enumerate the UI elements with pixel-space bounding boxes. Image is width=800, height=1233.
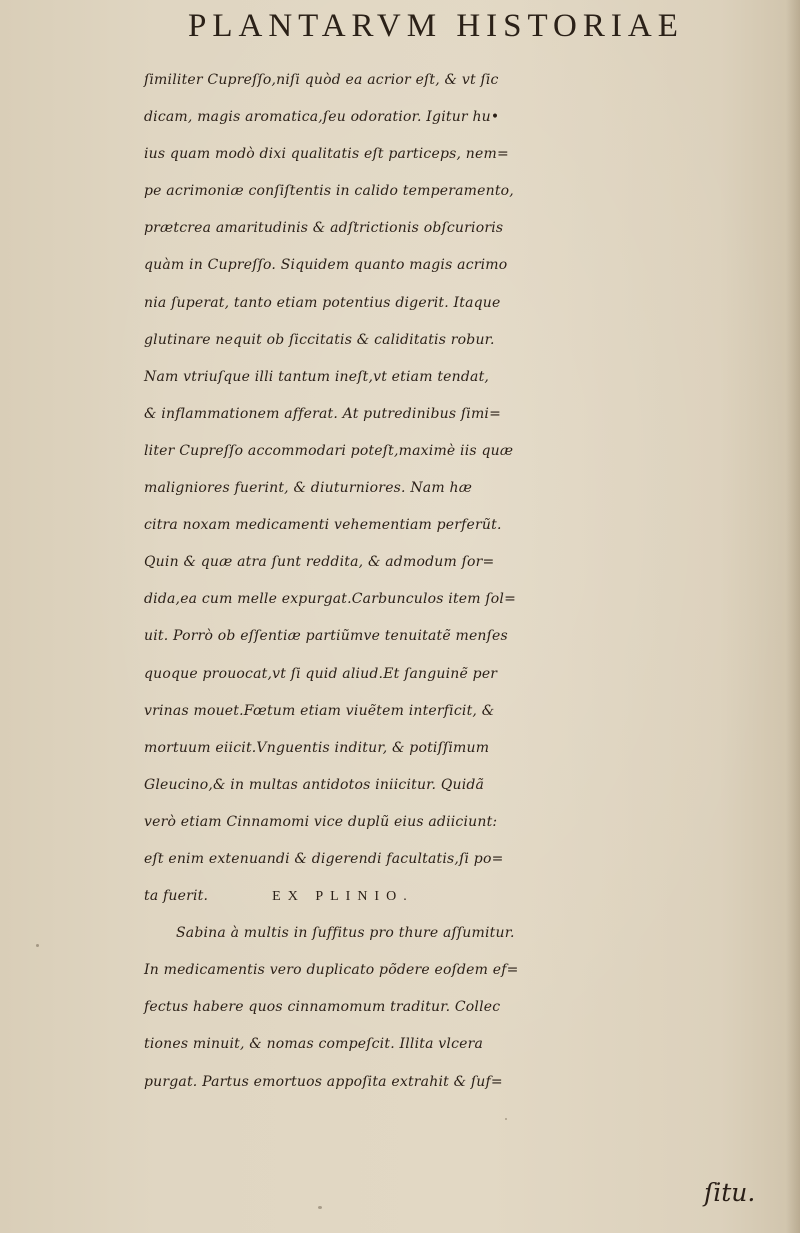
text-line: eſt enim extenuandi & digerendi facultatis,ſi po= [144, 850, 504, 867]
plinio-line: Sabina à multis in ſuffitus pro thure aſſumitur. [176, 925, 515, 942]
text-line: quàm in Cupreſſo. Siquidem quanto magis acrimo [144, 257, 508, 274]
plinio-line: tiones minuit, & nomas compeſcit. Illita vlcera [144, 1036, 484, 1053]
text-line: & inflammationem afferat. At putredinibus ſimi= [144, 405, 502, 422]
page-header [0, 4, 800, 48]
text-line: dicam, magis aromatica,ſeu odoratior. Igitur hu• [144, 109, 500, 126]
text-line: pe acrimoniæ conſiſtentis in calido temperamento, [144, 183, 514, 200]
section-heading: EX PLINIO. [272, 889, 414, 905]
body-text [144, 62, 794, 1101]
plinio-line: In medicamentis vero duplicato põdere eoſdem ef= [144, 962, 519, 979]
plinio-line: purgat. Partus emortuos appoſita extrahit & ſuf= [144, 1073, 503, 1090]
text-line-with-heading [144, 878, 794, 915]
text-line: ſimiliter Cupreſſo,niſi quòd ea acrior eſt, & vt ſic [144, 72, 499, 88]
text-line: Nam vtriuſque illi tantum ineſt,vt etiam tendat, [144, 368, 490, 385]
text-line: mortuum eiicit.Vnguentis inditur, & potiſſimum [144, 739, 490, 756]
text-line: quoque prouocat,vt ſi quid aliud.Et ſanguinẽ per [144, 665, 498, 682]
paper-speck [505, 1118, 507, 1120]
text-line: ta fuerit. [144, 888, 209, 905]
text-line: liter Cupreſſo accommodari poteſt,maximè iis quæ [144, 442, 514, 459]
paper-speck [318, 1206, 322, 1209]
text-line: Gleucino,& in multas antidotos iniicitur. Quidã [144, 776, 485, 793]
paper-speck [36, 944, 39, 947]
text-line: Quin & quæ atra ſunt reddita, & admodum ſor= [144, 554, 495, 571]
text-line: verò etiam Cinnamomi vice duplũ eius adiiciunt: [144, 813, 498, 830]
text-line: prætcrea amaritudinis & adſtrictionis obſcurioris [144, 220, 504, 237]
running-head: PLANTARVM HISTORIAE [188, 8, 684, 44]
text-line: uit. Porrò ob eſſentiæ partiũmve tenuitatẽ menſes [144, 628, 508, 645]
plinio-line: fectus habere quos cinnamomum traditur. Collec [144, 999, 501, 1016]
text-line: maligniores fuerint, & diuturniores. Nam hæ [144, 480, 473, 497]
text-line: vrinas mouet.Fœtum etiam viuẽtem interficit, & [144, 702, 495, 719]
text-line: dida,ea cum melle expurgat.Carbunculos item ſol= [144, 591, 517, 608]
text-line: ius quam modò dixi qualitatis eſt particeps, nem= [144, 146, 509, 163]
text-line: nia ſuperat, tanto etiam potentius digerit. Itaque [144, 294, 501, 311]
text-line: glutinare nequit ob ſiccitatis & caliditatis robur. [144, 331, 495, 348]
text-line: citra noxam medicamenti vehementiam perferũt. [144, 517, 502, 534]
final-word: ſitu. [704, 1178, 756, 1207]
